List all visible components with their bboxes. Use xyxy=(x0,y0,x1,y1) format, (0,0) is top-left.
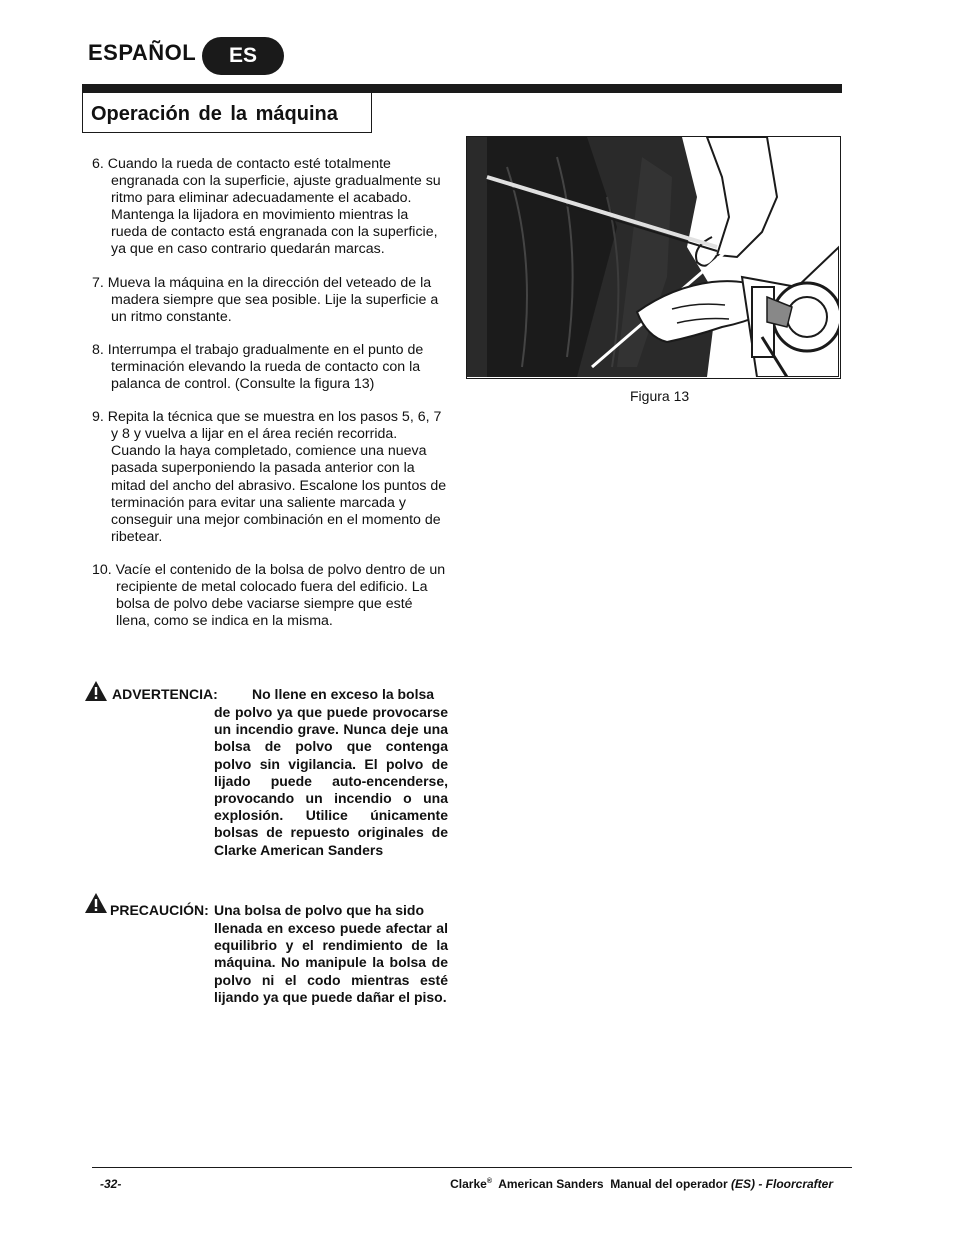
section-title-box xyxy=(82,93,372,133)
footer-company: American Sanders xyxy=(498,1177,604,1191)
registered-mark: ® xyxy=(486,1178,492,1185)
warning-label: ADVERTENCIA: xyxy=(112,686,218,702)
warning-first-line: No llene en exceso la bolsa xyxy=(252,686,435,702)
header-rule xyxy=(82,84,842,93)
footer-manual-title xyxy=(450,1177,833,1191)
caution-first-line: Una bolsa de polvo que ha sido xyxy=(214,902,425,918)
caution-text: llenada en exceso puede afectar al equilibrio y el rendimiento de la máquina. No manipule la bolsa de polvo ni el codo mientras esté lijando ya que puede dañar el piso. xyxy=(214,920,448,1005)
footer-code: (ES) - Floorcrafter xyxy=(730,1177,833,1191)
warning-text: de polvo ya que puede provocarse un incendio grave. Nunca deje una bolsa de polvo que contenga polvo sin vigilancia. El polvo de lijado puede auto-encenderse, provocando un incendio o una explosión. Utilice únicamente bolsas de repuesto originales de Clarke American Sanders xyxy=(214,704,448,858)
figure-13-image xyxy=(466,136,841,379)
caution-triangle-icon xyxy=(84,892,108,914)
footer-brand: Clarke xyxy=(450,1177,487,1191)
step-10: 10. Vacíe el contenido de la bolsa de polvo dentro de un recipiente de metal colocado fuera del edificio. La bolsa de polvo debe vaciarse siempre que esté llena, como se indica en la misma. xyxy=(92,561,446,630)
footer-manual: Manual del operador xyxy=(610,1177,728,1191)
step-7: 7. Mueva la máquina en la dirección del veteado de la madera siempre que sea posible. Lije la superficie a un ritmo constante. xyxy=(92,274,439,325)
section-title: Operación de la máquina xyxy=(91,103,338,125)
step-list xyxy=(92,156,448,646)
step-8: 8. Interrumpa el trabajo gradualmente en el punto de terminación elevando la rueda de contacto con la palanca de control. (Consulte la figura 13) xyxy=(92,341,424,393)
language-badge: ES xyxy=(202,37,284,75)
hands-on-sander-lever-icon xyxy=(467,137,839,377)
page-number: -32- xyxy=(100,1177,122,1191)
figure-caption: Figura 13 xyxy=(630,388,690,404)
warning-triangle-icon xyxy=(84,680,108,702)
caution-label: PRECAUCIÓN: xyxy=(110,902,209,918)
footer-rule xyxy=(92,1167,852,1168)
step-9: 9. Repita la técnica que se muestra en los pasos 5, 6, 7 y 8 y vuelva a lijar en el área recién recorrida. Cuando la haya completado, comience una nueva pasada superponiendo la pasada anterior con la mitad del ancho del abrasivo. Escalone los puntos de terminación para evitar una saliente marcada y conseguir una mejor combinación en el momento de ribetear. xyxy=(92,409,447,545)
step-6: 6. Cuando la rueda de contacto esté totalmente engranada con la superficie, ajuste gradualmente su ritmo para eliminar adecuadamente el acabado. Mantenga la lijadora en movimiento mientras la rueda de contacto está engranada con la superficie, ya que en caso contrario quedarán marcas. xyxy=(92,156,441,258)
language-label: ESPAÑOL xyxy=(88,40,197,65)
